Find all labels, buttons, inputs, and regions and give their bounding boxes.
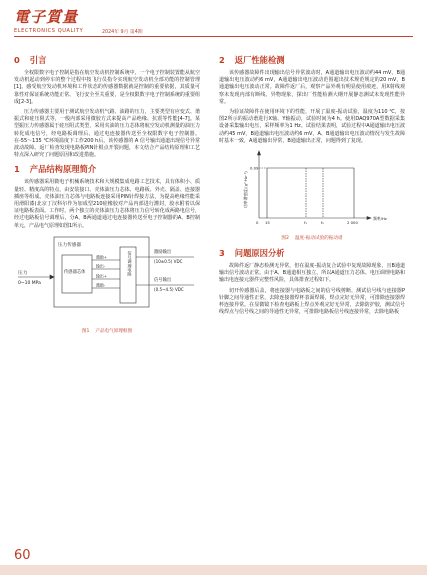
section-title: 引言 <box>29 55 47 65</box>
paragraph: 为验证故障件在使用环境下的性能，开展了温度-振动试验，温度为110 ℃，按图2所示的振动谱进行X轴、Y轴振动，试验时间为4 h。使用DAQ970A型数据采集设备采集输出电压，采样频率为1 Hz。试验结果表明，试验过程中A通道输出电压波动约45 mV，B通道输出电压波动约6 mV，A、B通道输出电压波动情况与发生故障时基本一致，A通道输出异常，B通道输出正常，问题得到了复现。 <box>219 109 405 144</box>
paragraph: 该传感器采用微电子机械系统技术和大规模集成电路工艺技术，具有体积小、质量轻、精度高的特点，由安装接口、壳体油压力芯体、电路板、外壳、隔盖、连接器插座等组成。壳体油压力芯体与电路板连接采用PIN针焊接方法，为提高绝缘性能采用滑阳漆(北京丁汉科尔作为加成型210硅橡胶对产品内部进行灌封，胶水附着以保证电路板表面。工作时，两个独立的壳体油压力芯体将压力信号转化成两路电信号，经过电路板信号调理后，分A、B两通道通过电连接器传送至电子控制器的A、B控制单元，产品电气原理如图1所示。 <box>14 179 200 229</box>
section-heading-intro <box>14 54 200 66</box>
x-tick: f₁ <box>304 220 307 226</box>
figure-caption <box>219 235 405 241</box>
footer-bar <box>0 565 427 575</box>
label-excite-plus: 激励+ <box>96 254 108 260</box>
section-number: 2 <box>219 55 225 65</box>
caption-number: 图1 <box>81 328 90 334</box>
label-voltage-2: (0.5~4.5) VDC <box>154 286 184 292</box>
paragraph: 该传感器故障件出现输出信号异常波动时，A通道输出电压波动约44 mV，B通道输出电压波动约6 mV，A通道输出电压波动范围超出技术规范规定的20 mV，B通道输出电压波动正常。故障件返厂后，观察产品外观有明显使用痕迹，用X射线观察未发现内部有断线、异物现象，探出厂性能检测大纲开展静态测试未发现性能异常。 <box>219 70 405 105</box>
label-sensor: 压力传感器 <box>58 242 81 248</box>
journal-subtitle: ELECTRONICS QUALITY <box>14 28 84 34</box>
vibration-spectrum-chart <box>219 148 405 230</box>
section-heading-structure <box>14 163 200 175</box>
paragraph: 故障件返厂静态检测无异常，但在温度-振动复合试验中复现故障现象，且B通道输出信号波动正常。由于A、B通道相互独立，所以A通道压力芯体、电压调理电路和输出电连接元器件完整性风险，具体排查过程如下。 <box>219 263 405 284</box>
label-range: 0~10 MPa <box>18 280 41 286</box>
label-out-minus: 输出- <box>96 263 106 269</box>
figure-caption <box>14 328 200 334</box>
section-title: 产品结构原理简介 <box>29 164 97 175</box>
label-out-plus: 输出+ <box>96 273 108 279</box>
section-number: 1 <box>14 164 20 175</box>
caption-text: 温度-振动试验的振动谱 <box>294 236 343 242</box>
header-rule <box>14 36 413 37</box>
paragraph: 全权限数字电子控制是指在航空发动机控制系统中，一个电子控制装置能从航空发动机起动到停车的整个过程中按飞行员指令实现航空发动机全部功能的控制管理[1]。感受航空发动机环境和工作状态的传感器数据就是控制的重要依据，其质量可靠性对保证系统功能正常、飞行安全至关重要，是全权限数字电子控制系统的重要组成[2-3]。 <box>14 70 200 105</box>
issue-info: 2024年 9月 第4期 <box>102 30 143 35</box>
origin-label: 0 <box>256 220 259 226</box>
label-voltage-1: (10±0.5) VDC <box>154 258 183 264</box>
y-tick: 0.09 <box>250 165 259 171</box>
x-tick: 2 000 <box>347 220 358 226</box>
spectrum-line <box>267 168 354 218</box>
left-column <box>14 52 200 334</box>
label-core: 传感器芯体 <box>64 269 86 275</box>
page-header <box>14 6 413 46</box>
caption-number: 图2 <box>281 236 289 242</box>
x-axis-label: 频率/Hz <box>373 216 387 222</box>
block-diagram <box>14 233 200 323</box>
label-pressure: 压力 <box>18 270 28 276</box>
label-excite-minus: 激励- <box>96 282 106 288</box>
figure-1 <box>14 233 200 334</box>
section-heading-cause <box>219 247 405 259</box>
figure-2 <box>219 148 405 241</box>
label-signal-output: 信号输出 <box>154 277 172 283</box>
x-tick: 15 <box>265 220 270 226</box>
section-title: 问题原因分析 <box>234 248 285 259</box>
section-title: 返厂性能检测 <box>234 55 285 65</box>
caption-text: 产品电气原理框图 <box>95 328 133 334</box>
section-number: 3 <box>219 248 225 259</box>
section-number: 0 <box>14 55 20 65</box>
label-excitation-output: 激励输出 <box>154 249 172 255</box>
section-heading-return-test <box>219 54 405 66</box>
paragraph: 压力传感器主要用于测试航空发动机气路、油路的压力，主要类型有应变式、谐振式和硅压阻式等，一般内部采用微胶方式来提高产品绝缘、抗震等性能[4-7]。某型振压力传感器属于硅压阻式类型，采用夹油的压力芯体将航空发动机测量的油压力转化成电信号，经电路板调理后，通过电连接器传送至全权限数字电子控制器。在-55～135 ℃环境温度下工作200 h后，该传感器的 A 信号输出通道出现信号异常波动故障。返厂检查发现电路板PIN针根点开裂问题，本文结合产品结构原理和工艺特点深入研究了问题原因和改进措施。 <box>14 109 200 159</box>
right-column <box>219 52 405 319</box>
paragraph: 切开传感器后盖，将连接器与电路板之间的信号线剪断，测试信号线与连接器P针脚之间导通性正常，去除连接器焊杯表面焊锡，焊点完好无异常，可排除连接器焊杯连接异常。在显微镜下检查电路板上焊点外观完好无异常，去除防护胶，测试信号线焊点与信号线之间的导通性无异常，可排除电路板信号线连接异常，去除电路板 <box>219 287 405 316</box>
journal-logo: 電子質量 <box>14 8 79 26</box>
y-axis-label: 功率谱密度/(g²·Hz⁻¹) <box>243 171 248 209</box>
page-number: 60 <box>14 548 31 563</box>
label-signal-conditioning: 信号调理电路 <box>127 250 133 276</box>
x-tick: f₂ <box>321 220 324 226</box>
